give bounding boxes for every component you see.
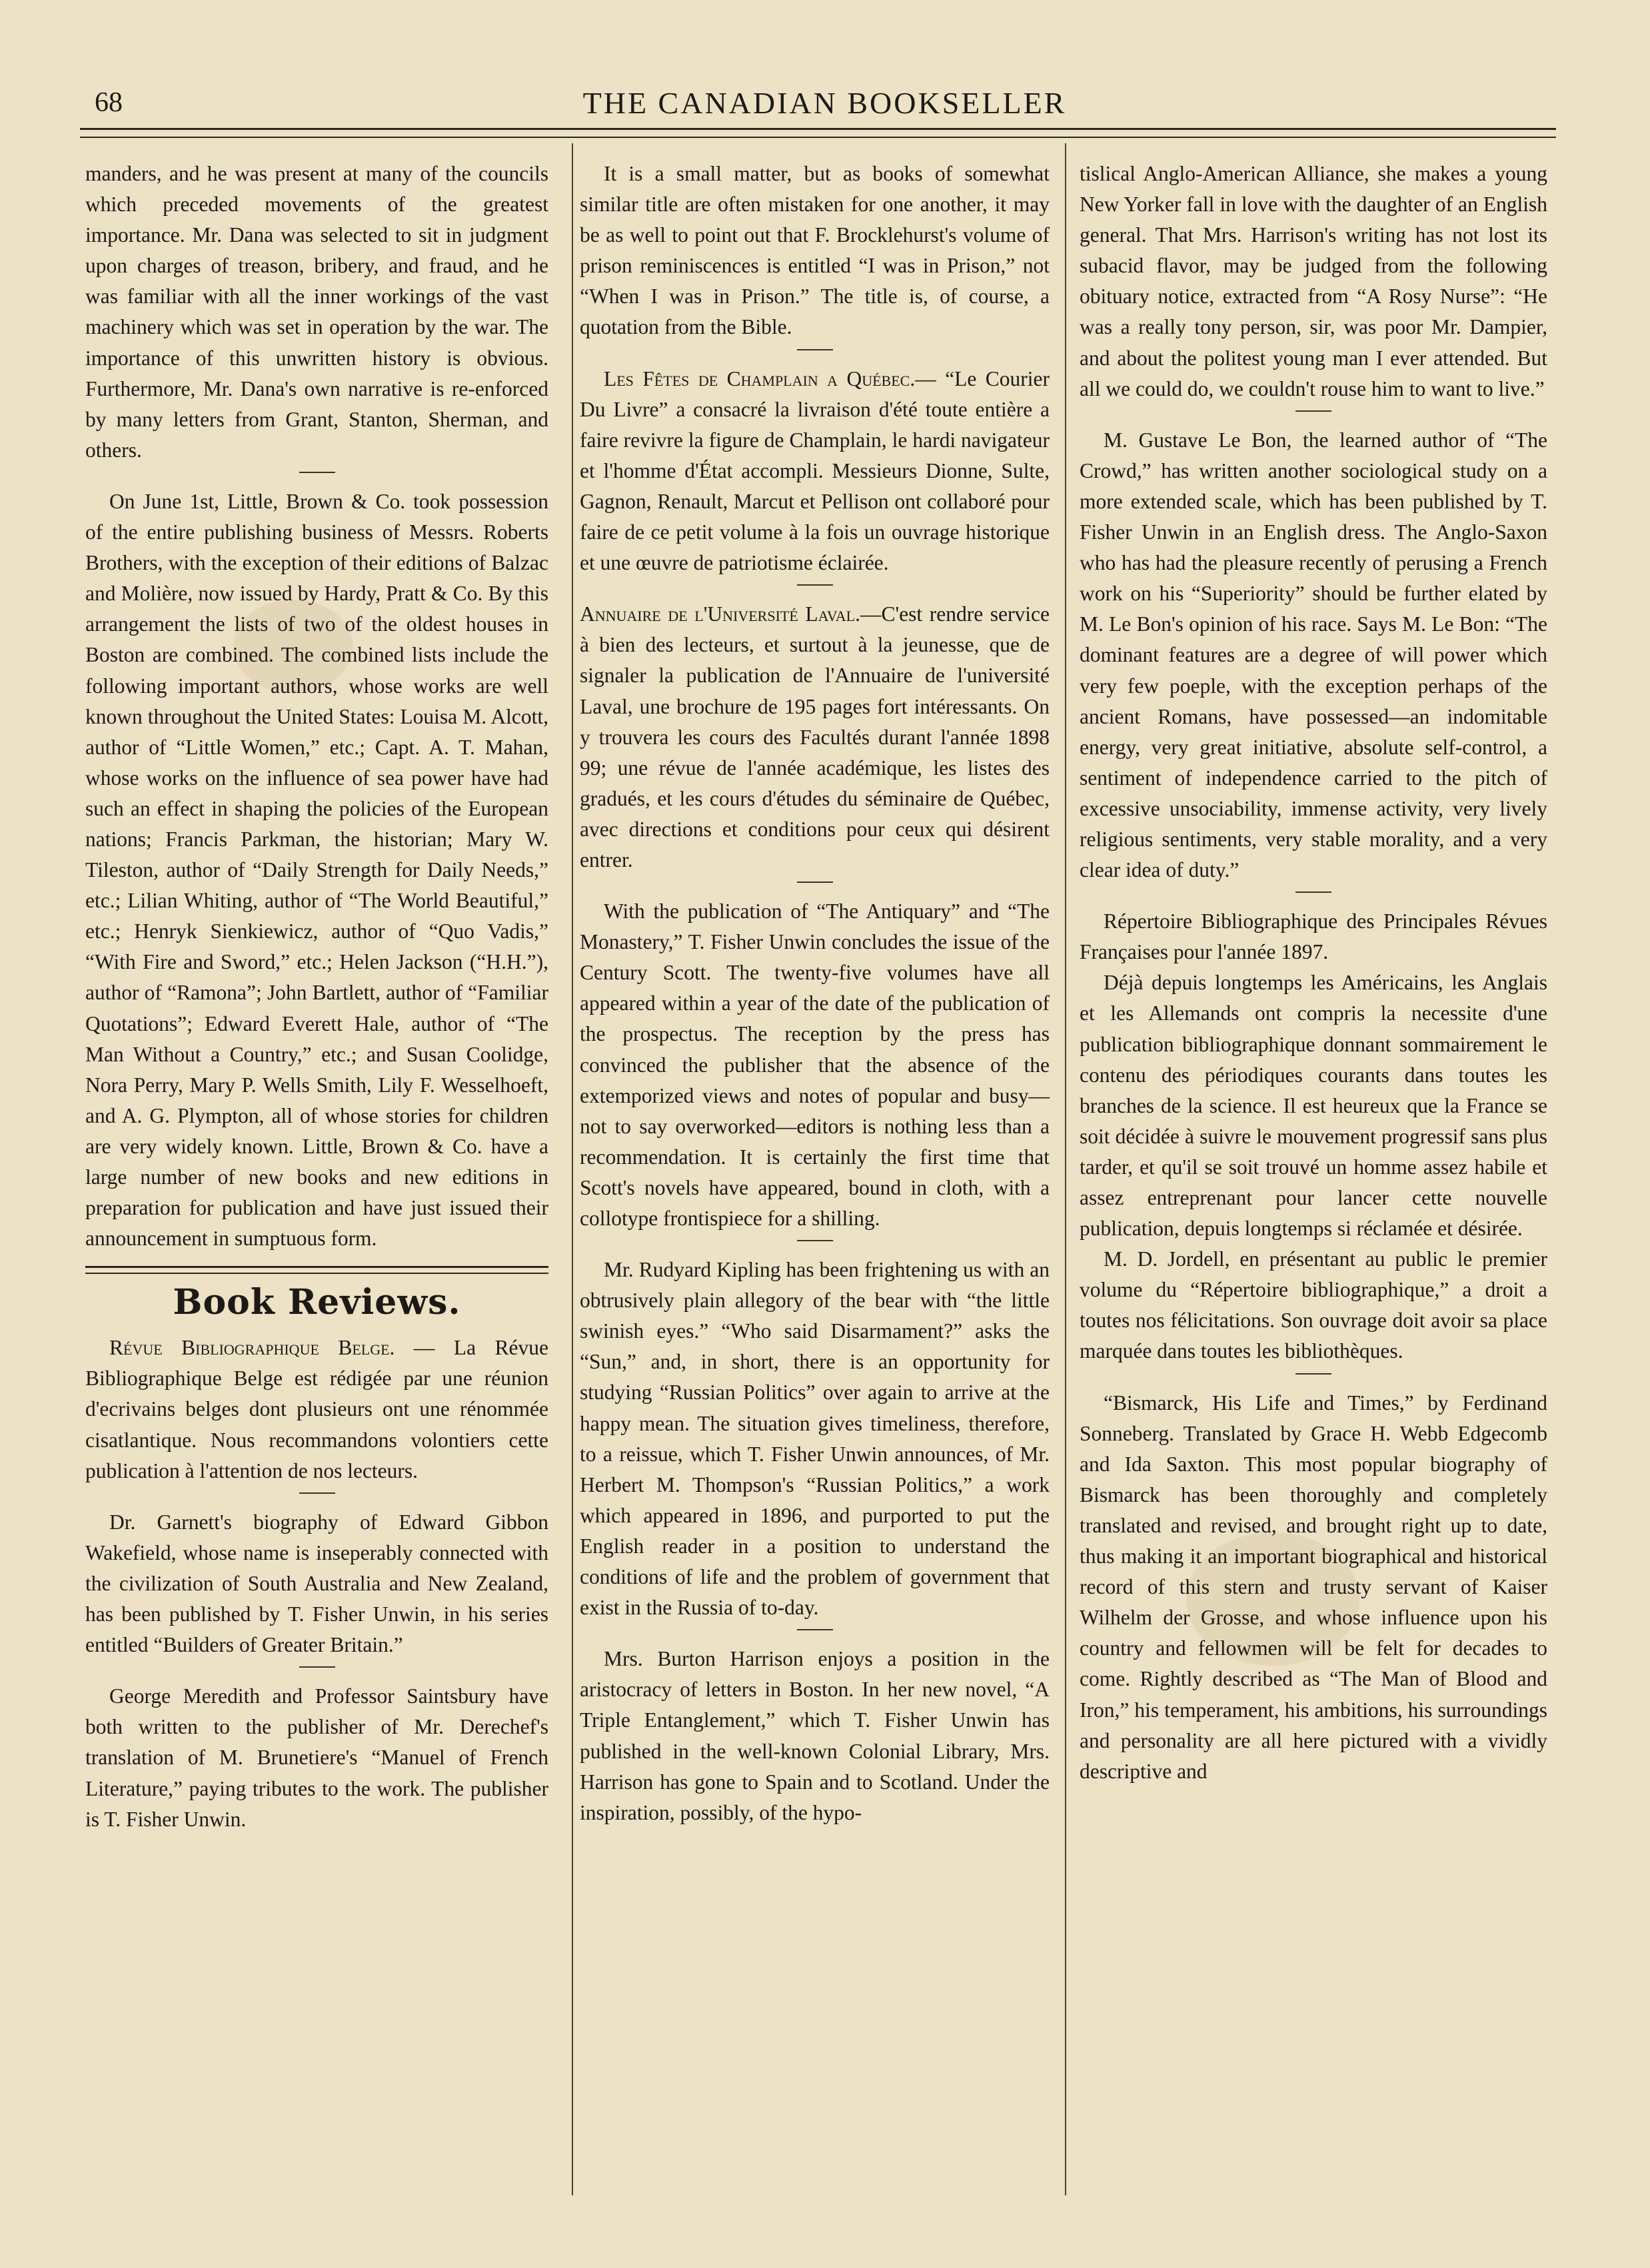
paragraph: manders, and he was present at many of the councils which preceded movements of the greatest importance. Mr. Dana was selected to sit in judgment upon charges of treason, bribery, and fraud, and he was familiar with all the inner workings of the vast machinery which was set in operation by the war. The importance of this unwritten history is obvious. Furthermore, Mr. Dana's own narrative is re-enforced by many letters from Grant, Stanton, Sherman, and others. <box>85 162 548 462</box>
separator <box>299 1666 335 1668</box>
separator <box>797 584 833 586</box>
paragraph: Répertoire Bibliographique des Principales Révues Françaises pour l'année 1897. <box>1080 909 1547 964</box>
section-rule <box>85 1266 548 1274</box>
paragraph: “Bismarck, His Life and Times,” by Ferdinand Sonneberg. Translated by Grace H. Webb Edgecomb and Ida Saxton. This most popular biography of Bismarck has been thoroughly and completely translated and revised, and brought right up to date, thus making it an important biographical and historical record of this stern and trusty servant of Kaiser Wilhelm der Grosse, and whose influence upon his country and fellowmen will be felt for decades to come. Rightly described as “The Man of Blood and Iron,” his temperament, his ambitions, his surroundings and personality are all here pictured with a vividly descriptive and <box>1080 1391 1547 1783</box>
paragraph: George Meredith and Professor Saintsbury have both written to the publisher of Mr. Derechef's translation of M. Brunetiere's “Manuel of French Literature,” paying tributes to the work. The publisher is T. Fisher Unwin. <box>85 1684 548 1831</box>
review-title: Les Fêtes de Champlain a Québec. <box>604 366 916 390</box>
paragraph: Déjà depuis longtemps les Américains, les Anglais et les Allemands ont compris la necessite d'une publication bibliographique donnant sommairement le contenu des périodiques courants dans toutes les branches de la science. Il est heureux que la France se soit décidée à suivre le mouvement progressif sans plus tarder, et qu'il se soit trouvé un homme assez habile et assez entreprenant pour lancer cette nouvelle publication, depuis longtemps si réclamée et désirée. <box>1080 971 1547 1241</box>
paragraph: On June 1st, Little, Brown & Co. took possession of the entire publishing business of Messrs. Roberts Brothers, with the exception of their editions of Balzac and Molière, now issued by Hardy, Pratt & Co. By this arrangement the lists of two of the oldest houses in Boston are combined. The combined lists include the following important authors, whose works are well known throughout the United States: Louisa M. Alcott, author of “Little Women,” etc.; Capt. A. T. Mahan, whose works on the influence of sea power have had such an effect in shaping the policies of the European nations; Francis Parkman, the historian; Mary W. Tileston, author of “Daily Strength for Daily Needs,” etc.; Lilian Whiting, author of “The World Beautiful,” etc.; Henryk Sienkiewicz, author of “Quo Vadis,” “With Fire and Sword,” etc.; Helen Jackson (“H.H.”), author of “Ramona”; John Bartlett, author of “Familiar Quotations”; Edward Everett Hale, author of “The Man Without a Country,” etc.; and Susan Coolidge, Nora Perry, Mary P. Wells Smith, Lily F. Wesselhoeft, and A. G. Plympton, all of whose stories for children are very widely known. Little, Brown & Co. have a large number of new books and new editions in preparation for publication and have just issued their announcement in sumptuous form. <box>85 489 548 1251</box>
review-body: —C'est rendre service à bien des lecteurs, et surtout à la jeunesse, que de signaler la publication de l'Annuaire de l'université Laval, une brochure de 195 pages fort intéressants. On y trouvera les cours des Facultés durant l'année 1898 99; une révue de l'année académique, les listes des gradués, et les cours d'études du séminaire de Québec, avec directions et conditions pour ceux qui désirent entrer. <box>580 602 1050 871</box>
paragraph <box>580 599 1050 875</box>
review-title: Annuaire de l'Université Laval. <box>580 602 860 626</box>
page-header <box>87 80 1563 127</box>
paragraph: Dr. Garnett's biography of Edward Gibbon Wakefield, whose name is inseperably connected with the civilization of South Australia and New Zealand, has been published by T. Fisher Unwin, in his series entitled “Builders of Greater Britain.” <box>85 1510 548 1657</box>
header-rule <box>80 128 1556 138</box>
column-divider <box>572 143 573 2195</box>
paragraph: M. D. Jordell, en présentant au public le premier volume du “Répertoire bibliographique,” a droit a toutes nos félicitations. Son ouvrage doit avoir sa place marquée dans toutes les bibliothèques. <box>1080 1247 1547 1363</box>
paragraph <box>85 1333 548 1486</box>
paragraph: With the publication of “The Antiquary” and “The Monastery,” T. Fisher Unwin concludes the issue of the Century Scott. The twenty-five volumes have all appeared within a year of the date of the publication of the prospectus. The reception by the press has convinced the publisher that the absence of the extemporized views and notes of popular and busy—not to say overworked—editors is nothing less than a recommendation. It is certainly the first time that Scott's novels have appeared, bound in cloth, with a collotype frontispiece for a shilling. <box>580 899 1050 1230</box>
paragraph <box>580 364 1050 579</box>
column-left <box>85 159 548 1835</box>
paragraph: Mrs. Burton Harrison enjoys a position in the aristocracy of letters in Boston. In her new novel, “A Triple Entanglement,” which T. Fisher Unwin has published in the well-known Colonial Library, Mrs. Harrison has gone to Spain and to Scotland. Under the inspiration, possibly, of the hypo- <box>580 1647 1050 1824</box>
column-divider <box>1065 143 1066 2195</box>
page-number: 68 <box>95 87 123 118</box>
paragraph: M. Gustave Le Bon, the learned author of “The Crowd,” has written another sociological study on a more extended scale, which has been published by T. Fisher Unwin in an English dress. The Anglo-Saxon who has had the pleasure recently of perusing a French work on his “Superiority” should be further elated by M. Le Bon's opinion of his race. Says M. Le Bon: “The dominant features are a degree of will power which very few poeple, with the exception perhaps of the ancient Romans, have possessed—an indomitable energy, very great initiative, absolute self-control, a sentiment of independence carried to the pitch of excessive unsociability, immense activity, very lively religious sentiments, very stable morality, and a very clear idea of duty.” <box>1080 428 1547 882</box>
separator <box>299 472 335 473</box>
paragraph: Mr. Rudyard Kipling has been frightening us with an obtrusively plain allegory of the bear with “the little swinish eyes.” “Who said Disarmament?” asks the “Sun,” and, in short, there is an opportunity for studying “Russian Politics” over again to arrive at the happy mean. The situation gives timeliness, therefore, to a reissue, which T. Fisher Unwin announces, of Mr. Herbert M. Thompson's “Russian Politics,” a work which appeared in 1896, and purported to put the English reader in a position to understand the conditions of life and the problem of government that exist in the Russia of to-day. <box>580 1258 1050 1620</box>
separator <box>797 349 833 350</box>
paragraph: It is a small matter, but as books of somewhat similar title are often mistaken for one another, it may be as well to point out that F. Brocklehurst's volume of prison reminiscences is entitled “I was in Prison,” not “When I was in Prison.” The title is, of course, a quotation from the Bible. <box>580 162 1050 339</box>
review-title: Révue Bibliographique Belge. <box>109 1336 395 1360</box>
separator <box>299 1492 335 1494</box>
separator <box>797 1240 833 1241</box>
separator <box>1295 1373 1331 1375</box>
paragraph: tislical Anglo-American Alliance, she makes a young New Yorker fall in love with the daughter of an English general. That Mrs. Harrison's writing has not lost its subacid flavor, may be judged from the following obituary notice, extracted from “A Rosy Nurse”: “He was a really tony person, sir, was poor Mr. Dampier, and about the politest young man I ever attended. But all we could do, we couldn't rouse him to want to live.” <box>1080 162 1547 400</box>
running-title: THE CANADIAN BOOKSELLER <box>582 86 1067 120</box>
section-heading: Book Reviews. <box>173 1282 461 1323</box>
separator <box>1295 410 1331 412</box>
review-body: — La Révue Bibliographique Belge est rédigée par une réunion d'ecrivains belges dont plusieurs ont une rénommée cisatlantique. Nous recommandons volontiers cette publication à l'attention de nos lecteurs. <box>85 1336 548 1482</box>
separator <box>797 1629 833 1630</box>
column-right <box>1080 159 1547 1787</box>
separator <box>1295 891 1331 893</box>
column-middle <box>580 159 1050 1828</box>
separator <box>797 881 833 883</box>
review-body: — “Le Courier Du Livre” a consacré la livraison d'été toute entière a faire revivre la figure de Champlain, le hardi navigateur et l'homme d'État accompli. Messieurs Dionne, Sulte, Gagnon, Renault, Marcut et Pellison ont collaboré pour faire de ce petit volume à la fois un ouvrage historique et une œuvre de patriotisme éclairée. <box>580 366 1050 575</box>
